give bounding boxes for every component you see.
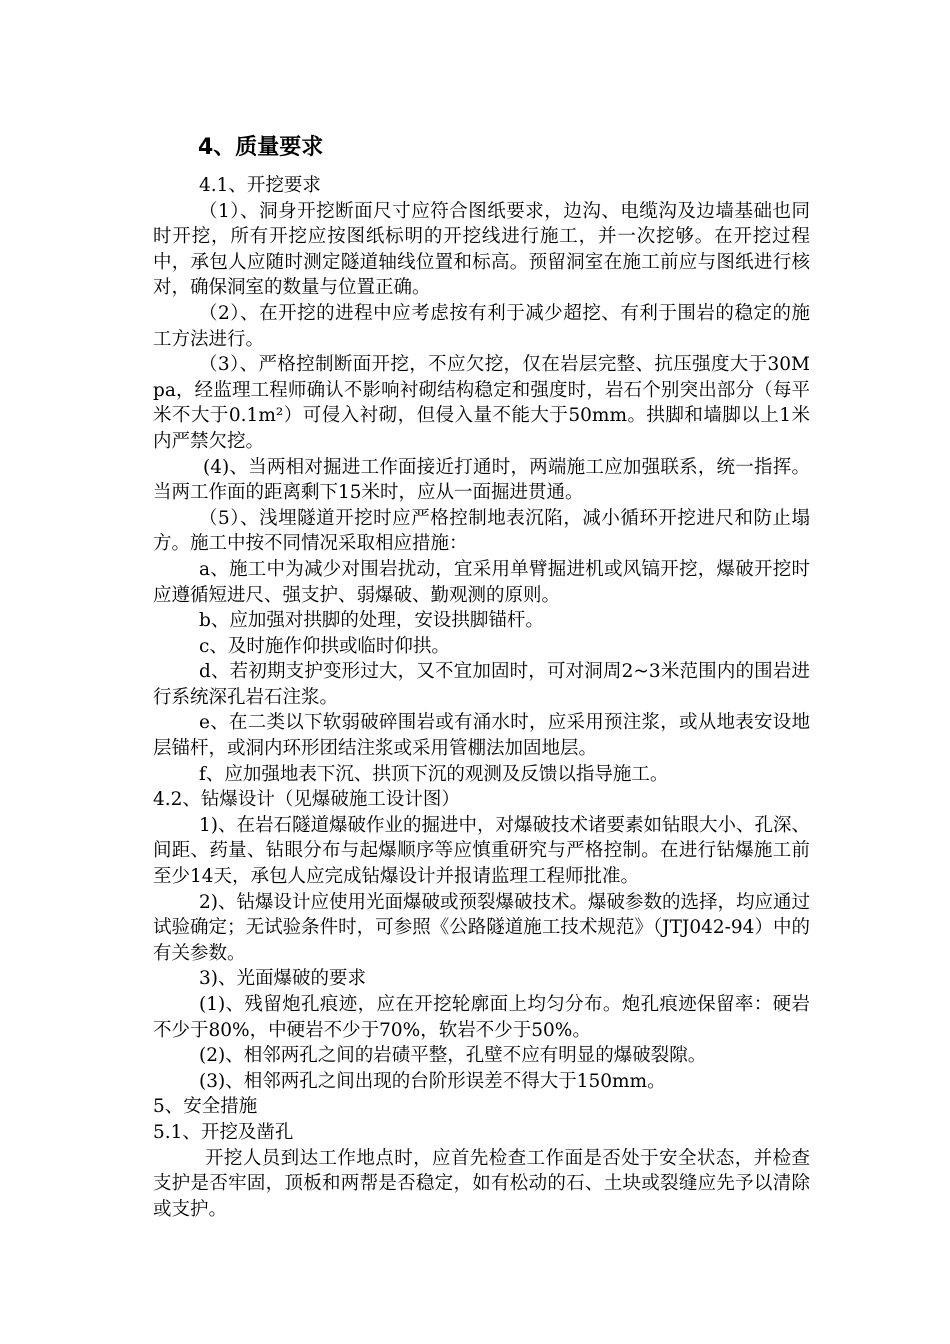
paragraph: (4)、当两相对掘进工作面接近打通时，两端施工应加强联系，统一指挥。当两工作面的距离剩下15米时，应从一面掘进贯通。 (153, 456, 810, 504)
paragraph: 3)、光面爆破的要求 (199, 968, 366, 990)
paragraph: 开挖人员到达工作地点时，应首先检查工作面是否处于安全状态，并检查支护是否牢固，顶板和两帮是否稳定，如有松动的石、土块或裂缝应先予以清除或支护。 (153, 1147, 810, 1220)
document-body (153, 173, 810, 1222)
list-item: a、施工中为减少对围岩扰动，宜采用单臂掘进机或风镐开挖，爆破开挖时应遵循短进尺、强支护、弱爆破、勤观测的原则。 (153, 558, 810, 606)
list-item: d、若初期支护变形过大，又不宜加固时，可对洞周2~3米范围内的围岩进行系统深孔岩石注浆。 (153, 661, 810, 708)
subsection-heading: 4.1、开挖要求 (199, 175, 321, 196)
list-item: (3)、相邻两孔之间出现的台阶形误差不得大于150mm。 (199, 1070, 666, 1092)
list-item: f、应加强地表下沉、拱顶下沉的观测及反馈以指导施工。 (199, 763, 669, 785)
list-item: c、及时施作仰拱或临时仰拱。 (199, 635, 450, 657)
list-item: e、在二类以下软弱破碎围岩或有涌水时，应采用预注浆，或从地表安设地层锚杆，或洞内环形团结注浆或采用管棚法加固地层。 (153, 712, 810, 760)
section-heading: 5、安全措施 (153, 1096, 258, 1118)
paragraph: （1）、洞身开挖断面尺寸应符合图纸要求，边沟、电缆沟及边墙基础也同时开挖，所有开挖应按图纸标明的开挖线进行施工，并一次挖够。在开挖过程中，承包人应随时测定隧道轴线位置和标高。预留洞室在施工前应与图纸进行核对，确保洞室的数量与位置正确。 (153, 200, 810, 299)
subsection-heading: 5.1、开挖及凿孔 (153, 1121, 294, 1143)
paragraph: （5）、浅埋隧道开挖时应严格控制地表沉陷，减小循环开挖进尺和防止塌方。施工中按不同情况采取相应措施： (153, 507, 810, 555)
section-title: 4、质量要求 (198, 135, 324, 160)
paragraph: 2)、钻爆设计应使用光面爆破或预裂爆破技术。爆破参数的选择，均应通过试验确定；无试验条件时，可参照《公路隧道施工技术规范》（JTJ042-94）中的有关参数。 (153, 891, 810, 964)
subsection-heading: 4.2、钻爆设计（见爆破施工设计图） (153, 789, 460, 811)
list-item: (1)、残留炮孔痕迹，应在开挖轮廓面上均匀分布。炮孔痕迹保留率：硬岩不少于80%，中硬岩不少于70%，软岩不少于50%。 (153, 994, 810, 1041)
paragraph: （2）、在开挖的进程中应考虑按有利于减少超挖、有利于围岩的稳定的施工方法进行。 (153, 302, 810, 350)
paragraph: 1)、在岩石隧道爆破作业的掘进中，对爆破技术诸要素如钻眼大小、孔深、间距、药量、钻眼分布与起爆顺序等应慎重研究与严格控制。在进行钻爆施工前至少14天，承包人应完成钻爆设计并报请监理工程师批准。 (153, 814, 810, 888)
paragraph: （3）、严格控制断面开挖，不应欠挖，仅在岩层完整、抗压强度大于30Mpa，经监理工程师确认不影响衬砌结构稳定和强度时，岩石个别突出部分（每平米不大于0.1m²）可侵入衬砌，但侵入量不能大于50mm。拱脚和墙脚以上1米内严禁欠挖。 (153, 354, 810, 452)
list-item: b、应加强对拱脚的处理，安设拱脚锚杆。 (199, 610, 544, 632)
list-item: (2)、相邻两孔之间的岩碛平整，孔壁不应有明显的爆破裂隙。 (199, 1045, 707, 1067)
